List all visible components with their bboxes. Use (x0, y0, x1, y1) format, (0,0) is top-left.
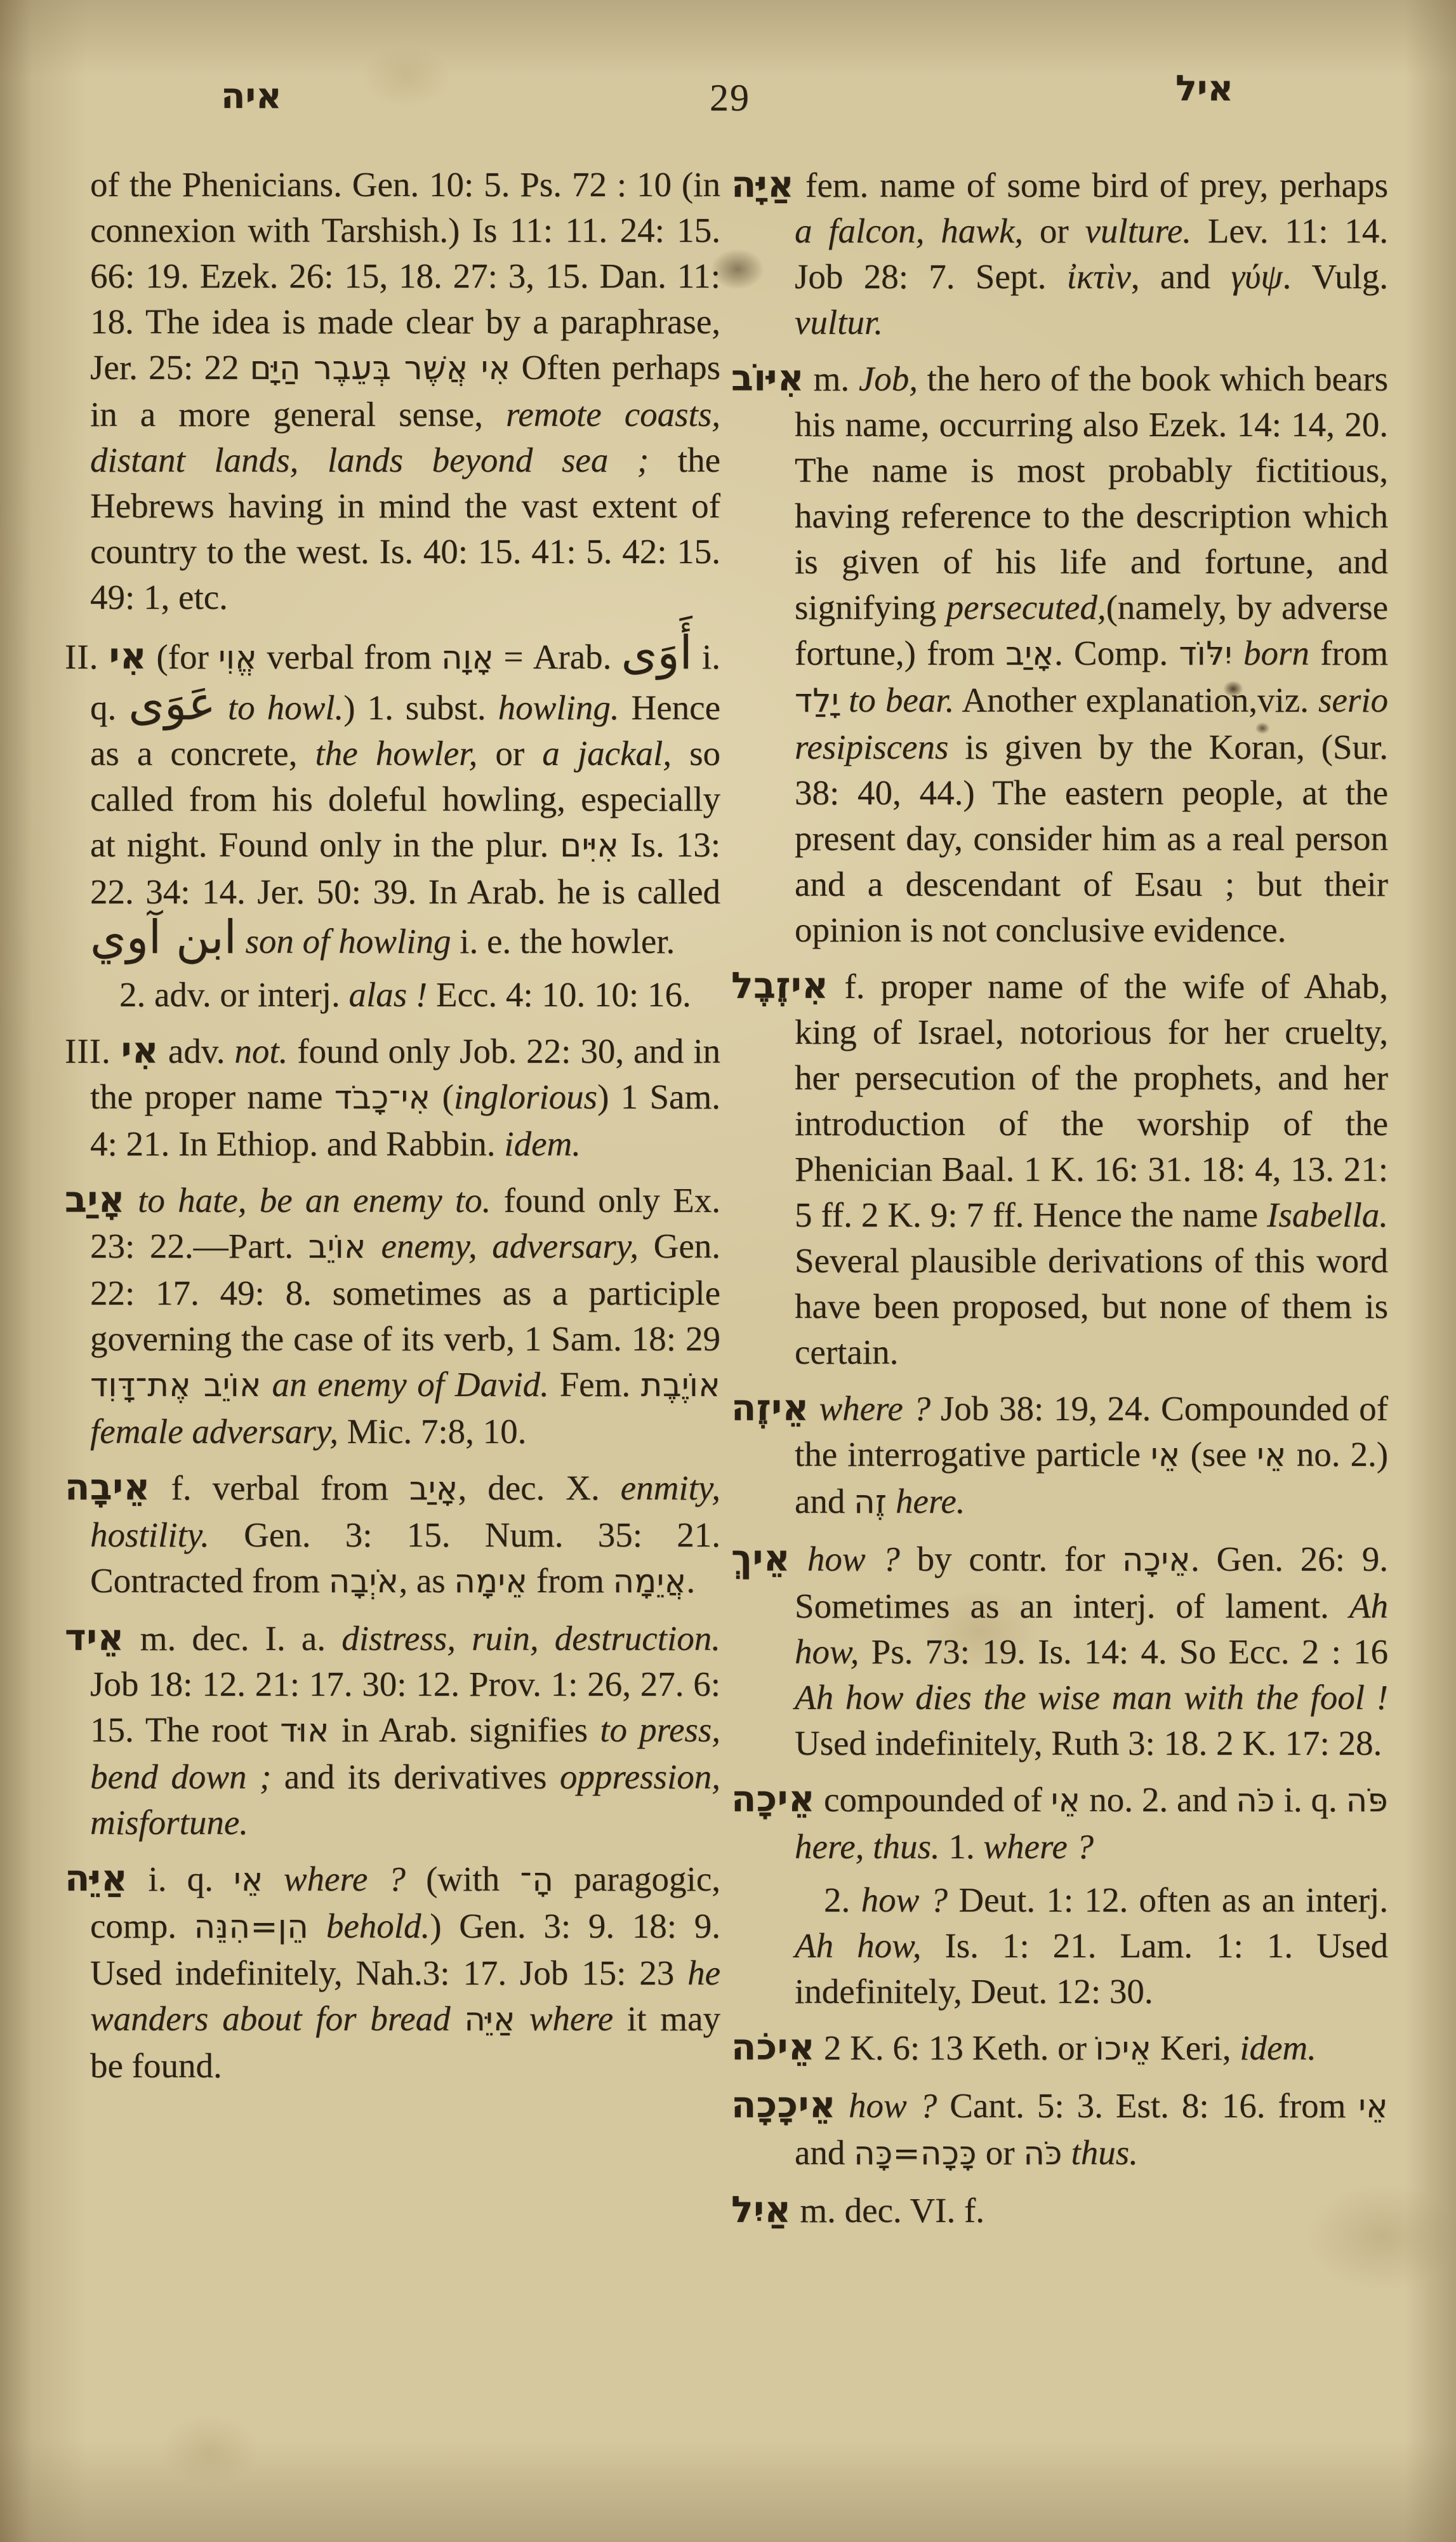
hebrew-headword: אֵיד (65, 1617, 124, 1659)
text-segment (1062, 2133, 1071, 2172)
text-segment: and (795, 2133, 854, 2172)
text-segment: persecuted, (946, 588, 1106, 627)
text-segment: a jackal, (542, 734, 672, 773)
text-segment: here. (896, 1482, 965, 1521)
text-segment: from (527, 1561, 613, 1600)
text-segment: Ah how, (795, 1587, 1388, 1671)
text-segment: not. (234, 1032, 288, 1070)
text-segment (836, 2086, 849, 2125)
text-segment: and its derivatives (271, 1757, 560, 1796)
text-segment: , dec. X. (458, 1468, 621, 1507)
entry-ey-zeh-where (731, 1385, 1389, 1526)
hebrew-text: אֲיֵמָה (612, 1563, 687, 1600)
text-segment: the howler, (315, 734, 478, 773)
text-segment: of the Phenicians. Gen. 10: 5. Ps. 72 : 10 (in connexion with Tarshish.) Is 11: 11. 24: 15. 66: 19. Ezek. 26: 15, 18. 27: 3, 15. Dan. 11: 18. The idea is made clear by a paraphrase, Jer. 25: 22 (90, 165, 720, 387)
text-segment: where (529, 1999, 614, 2038)
hebrew-text: כֹּה (1023, 2135, 1062, 2173)
guide-word-right: איל (1175, 68, 1234, 109)
hebrew-text: פֹּה (1346, 1782, 1389, 1820)
text-segment: , and (1130, 257, 1231, 296)
text-segment: Gen. 3: 15. Num. 35: 21. Contracted from (90, 1515, 720, 1600)
text-segment: to howl. (227, 688, 344, 727)
text-segment: oppression, misfortune. (90, 1757, 720, 1842)
text-segment: (with (405, 1860, 520, 1898)
text-segment: Another explanation,viz. (954, 681, 1319, 719)
text-segment: by contr. for (899, 1540, 1122, 1578)
text-segment: thus. (1071, 2133, 1138, 2172)
hebrew-text: אוֹיֵב (308, 1228, 366, 1266)
hebrew-text: אֵי (234, 1861, 263, 1899)
greek-text: γύψ (1231, 257, 1283, 296)
text-segment (515, 1999, 529, 2038)
text-segment: from (1309, 634, 1389, 672)
text-segment: i. q. (90, 637, 720, 727)
arabic-text: عَوَى (128, 677, 216, 731)
text-segment: Ecc. 4: 10. 10: 16. (427, 975, 691, 1014)
text-segment: ( (430, 1077, 454, 1116)
text-segment: the hero of the book which bears his name, occurring also Ezek. 14: 14, 20. The name is most probably fictitious, having reference to the description which is given of his life and fortune, and signifying (795, 359, 1389, 627)
text-segment: ) 1 Sam. 4: 21. In Ethiop. and Rabbin. (90, 1077, 720, 1163)
hebrew-headword: אֵיכָה (731, 1778, 816, 1820)
text-segment (216, 688, 228, 727)
text-segment (1233, 634, 1243, 672)
hebrew-headword: אָיַב (65, 1179, 125, 1221)
text-segment: Keri, (1151, 2028, 1240, 2067)
text-segment: Gen. 22: 17. 49: 8. sometimes as a participle governing the case of its verb, 1 Sam. 18: 29 (90, 1227, 720, 1358)
hebrew-text: אֵי (1257, 1437, 1287, 1474)
hebrew-headword: אֵיךְ (731, 1538, 791, 1580)
text-segment: Mic. 7:8, 10. (338, 1412, 527, 1451)
left-column (65, 162, 721, 2099)
hebrew-text: אוֹיֵב אֶת־דָּוִד (90, 1367, 261, 1404)
text-segment: no. 2.) and (795, 1435, 1389, 1521)
entry-eykhakhah-how (731, 2082, 1388, 2177)
hebrew-headword: אֵיכָכָה (731, 2084, 837, 2126)
hebrew-headword: אִיּוֹב (731, 357, 804, 399)
hebrew-text: אֵיכָה (1122, 1541, 1191, 1579)
text-segment (451, 1999, 465, 2038)
entry-iyyob-job (731, 356, 1389, 953)
text-segment: Fem. (548, 1365, 641, 1404)
hebrew-text: כָּכָה=כָּה (854, 2135, 977, 2173)
hebrew-headword: אֵיכֹה (731, 2026, 816, 2068)
text-segment: how ? (807, 1540, 900, 1578)
text-segment: no. 2. and (1080, 1780, 1236, 1819)
running-head (0, 68, 1456, 128)
text-segment: Cant. 5: 3. Est. 8: 16. from (937, 2086, 1359, 2125)
text-segment: where ? (819, 1389, 931, 1428)
hebrew-text: אִיִּים (560, 827, 619, 865)
text-segment: f. verbal from (150, 1468, 409, 1507)
entry-ayyah-bird-of-prey (731, 162, 1389, 345)
text-segment: how ? (849, 2086, 937, 2125)
text-segment (237, 922, 246, 961)
hebrew-headword: אַיָּה (731, 164, 795, 206)
hebrew-text: הֵן=הִנֵּה (194, 1908, 309, 1946)
text-segment: idem. (1240, 2028, 1316, 2067)
hebrew-headword: אַיֵּה (65, 1858, 128, 1900)
text-segment: . Comp. (1054, 634, 1179, 672)
text-segment: (for (147, 637, 219, 676)
hebrew-headword: אֵיבָה (65, 1467, 150, 1508)
text-segment: Often perhaps in a more general sense, (90, 348, 720, 434)
text-segment: or (976, 2133, 1024, 2172)
text-segment: howling. (498, 688, 619, 727)
hebrew-text: יָלַד (795, 682, 839, 720)
text-segment (366, 1227, 381, 1265)
text-segment: behold. (326, 1906, 430, 1945)
entry-ayyeh-where (65, 1856, 721, 2089)
hebrew-text: כֹּה (1236, 1782, 1275, 1820)
entry-izebel-jezebel (731, 963, 1388, 1375)
text-segment: female adversary, (90, 1412, 339, 1451)
text-segment: vulture. (1085, 211, 1191, 250)
hebrew-text: הָ־ (520, 1861, 554, 1899)
text-segment: Is. 13: 22. 34: 14. Jer. 50: 39. In Arab. he is called (90, 825, 720, 911)
arabic-text: أَوَى (621, 627, 692, 680)
text-segment: II. (65, 637, 109, 676)
text-segment: fem. name of some bird of prey, perhaps (794, 166, 1388, 204)
text-segment: to bear. (849, 681, 955, 719)
text-segment: found only Job. 22: 30, and in the proper name (90, 1032, 721, 1116)
hebrew-text: אִי־כָבֹד (334, 1079, 431, 1117)
hebrew-text: אֵי (1151, 1437, 1181, 1474)
text-segment: Several plausible derivations of this word have been proposed, but none of them is certain. (795, 1241, 1388, 1371)
entry-ii-sense-2 (90, 972, 720, 1018)
text-segment: a falcon, hawk, (795, 211, 1024, 250)
text-segment: Job, (858, 359, 918, 398)
text-segment: remote coasts, distant lands, lands beyond sea ; (90, 395, 720, 479)
text-segment: inglorious (453, 1077, 598, 1116)
text-segment (308, 1906, 326, 1945)
text-segment (809, 1389, 819, 1428)
entry-ayab-to-hate (65, 1177, 721, 1454)
text-segment: where ? (283, 1860, 406, 1898)
text-segment: . (686, 1561, 696, 1600)
arabic-text: ابن آوي (90, 911, 237, 964)
text-segment: Ps. 73: 19. Is. 14: 4. So Ecc. 2 : 16 (859, 1632, 1388, 1671)
text-segment: m. (804, 359, 859, 398)
text-segment: how ? (861, 1880, 948, 1919)
text-segment: he wanders about for bread (90, 1953, 720, 2038)
text-segment: to press, bend down ; (90, 1710, 720, 1796)
text-segment: paragogic, comp. (90, 1860, 720, 1945)
text-segment: . Vulg. (1282, 257, 1389, 296)
text-segment: enemy, adversary, (381, 1227, 639, 1265)
text-segment (263, 1860, 284, 1898)
text-segment: Deut. 1: 12. often as an interj. (948, 1880, 1388, 1919)
text-segment: or (477, 734, 543, 773)
hebrew-text: אֵי (1050, 1782, 1081, 1820)
hebrew-text: אָוָה (441, 639, 494, 677)
entry-eykh-how (731, 1536, 1389, 1766)
text-segment: verbal from (257, 637, 442, 676)
text-segment: found only Ex. 23: 22.—Part. (90, 1181, 720, 1265)
text-segment: i. q. (1274, 1780, 1346, 1819)
text-segment (790, 1540, 807, 1578)
hebrew-text: יִלּוֹד (1179, 636, 1233, 673)
text-segment: Used indefinitely, Ruth 3: 18. 2 K. 17: 28. (795, 1724, 1382, 1762)
hebrew-headword: אִי (109, 636, 147, 677)
entry-eykhah-sense-2 (795, 1877, 1388, 2014)
text-segment: Job 18: 12. 21: 17. 30: 12. Prov. 1: 26, 27. 6: 15. The root (90, 1665, 720, 1749)
text-segment: (see (1180, 1435, 1257, 1474)
text-segment: adv. (159, 1032, 235, 1070)
hebrew-text: אוֹיֶבֶת (640, 1367, 721, 1404)
text-segment (887, 1482, 896, 1521)
hebrew-text: אֱוִי (218, 639, 258, 677)
text-segment (125, 1181, 138, 1220)
text-segment: vultur. (795, 303, 884, 342)
text-segment: Ah how, (795, 1926, 922, 1965)
hebrew-headword: אִיזֶבֶל (731, 965, 829, 1007)
hebrew-headword: אֵיזֶה (731, 1387, 809, 1429)
hebrew-text: אִי אֲשֶׁר בְּעֵבֶר הַיָּם (249, 350, 511, 387)
text-segment: , as (399, 1561, 454, 1600)
greek-text: ἰκτὶν (1066, 257, 1131, 296)
text-segment: . Gen. 26: 9. Sometimes as an interj. of lament. (795, 1540, 1389, 1625)
text-segment: where ? (983, 1827, 1094, 1866)
text-segment (261, 1365, 272, 1404)
text-segment: or (1023, 211, 1085, 250)
text-segment: it may be found. (90, 1999, 720, 2085)
text-segment: the Hebrews having in mind the vast extent of country to the west. Is. 40: 15. 41: 5. 42: 15. 49: 1, etc. (90, 441, 720, 616)
hebrew-text: אוּד (280, 1712, 329, 1750)
hebrew-text: זֶה (854, 1484, 887, 1521)
text-segment: 2. adv. or interj. (119, 975, 349, 1014)
entry-eyd-distress (65, 1615, 720, 1846)
hebrew-text: אָיַב (409, 1470, 458, 1508)
right-column (731, 162, 1389, 2244)
hebrew-text: אֵיכוֹ (1095, 2030, 1152, 2068)
text-segment: 2. (824, 1880, 861, 1919)
entry-i-coast-continuation (90, 162, 720, 620)
entry-ii-howling (65, 627, 721, 964)
hebrew-headword: אַיִל (731, 2189, 791, 2231)
text-segment: here, thus. (795, 1827, 940, 1866)
text-segment: so called from his doleful howling, especially at night. Found only in the plur. (90, 734, 720, 864)
hebrew-headword: אִי (121, 1030, 159, 1072)
text-segment: to hate, be an enemy to. (138, 1181, 491, 1220)
text-segment: serio resipiscens (795, 681, 1389, 766)
text-segment: = Arab. (494, 637, 621, 676)
entry-ayil (731, 2187, 1388, 2233)
text-segment (839, 681, 849, 719)
text-segment: 2 K. 6: 13 Keth. or (815, 2028, 1095, 2067)
text-segment: Ah how dies the wise man with the fool ! (795, 1678, 1388, 1717)
text-segment: i. e. the howler. (451, 922, 675, 961)
text-segment: m. dec. I. a. (124, 1619, 342, 1658)
hebrew-text: אֵימָה (454, 1563, 528, 1600)
text-segment: enmity, hostility. (90, 1468, 720, 1554)
text-segment: in Arab. signifies (329, 1710, 600, 1749)
text-segment: compounded of (815, 1780, 1051, 1819)
hebrew-text: אָיַב (1005, 636, 1054, 673)
text-segment: ) 1. subst. (343, 688, 498, 727)
text-segment: ) Gen. 3: 9. 18: 9. Used indefinitely, Nah.3: 17. Job 15: 23 (90, 1906, 721, 1992)
text-segment: born (1243, 634, 1309, 672)
page-number: 29 (710, 77, 750, 119)
text-segment: Hence as a concrete, (90, 688, 721, 773)
entry-eykhah-compounded (731, 1776, 1389, 1870)
text-segment: is given by the Koran, (Sur. 38: 40, 44.) The eastern people, at the present day, consider him as a real person and a descendant of Esau ; but their opinion is not conclusive evidence. (795, 728, 1388, 949)
text-segment: idem. (504, 1124, 581, 1163)
guide-word-left: איה (221, 76, 282, 117)
text-segment: Isabella. (1267, 1195, 1388, 1234)
text-segment: i. q. (128, 1860, 234, 1898)
entry-eykhoh-kethib (731, 2025, 1388, 2072)
text-segment: f. proper name of the wife of Ahab, king of Israel, notorious for her cruelty, her persecution of the prophets, and her introduction of the worship of the Phenician Baal. 1 K. 16: 31. 18: 4, 13. 21: 5 ff. 2 K. 9: 7 ff. Hence the name (795, 967, 1388, 1234)
text-segment: Job 38: 19, 24. Compounded of the interrogative particle (795, 1389, 1389, 1474)
text-segment: Lev. 11: 14. Job 28: 7. Sept. (795, 211, 1388, 296)
text-segment: son of howling (245, 922, 451, 961)
text-segment: 1. (939, 1827, 984, 1866)
text-segment: an enemy of David. (272, 1365, 549, 1404)
hebrew-text: אֹיְבָה (328, 1563, 399, 1600)
hebrew-text: אַיֵּה (464, 2001, 515, 2039)
entry-eybah-enmity (65, 1465, 720, 1605)
text-segment: (namely, by adverse fortune,) from (795, 588, 1388, 672)
text-segment: m. dec. VI. f. (791, 2191, 985, 2230)
entry-iii-not (65, 1028, 721, 1167)
text-segment: Is. 1: 21. Lam. 1: 1. Used indefinitely, Deut. 12: 30. (795, 1926, 1389, 2011)
hebrew-text: אֵי (1358, 2088, 1388, 2126)
text-segment: alas ! (348, 975, 428, 1014)
text-segment: distress, ruin, destruction. (341, 1619, 720, 1658)
text-segment: III. (65, 1032, 121, 1070)
